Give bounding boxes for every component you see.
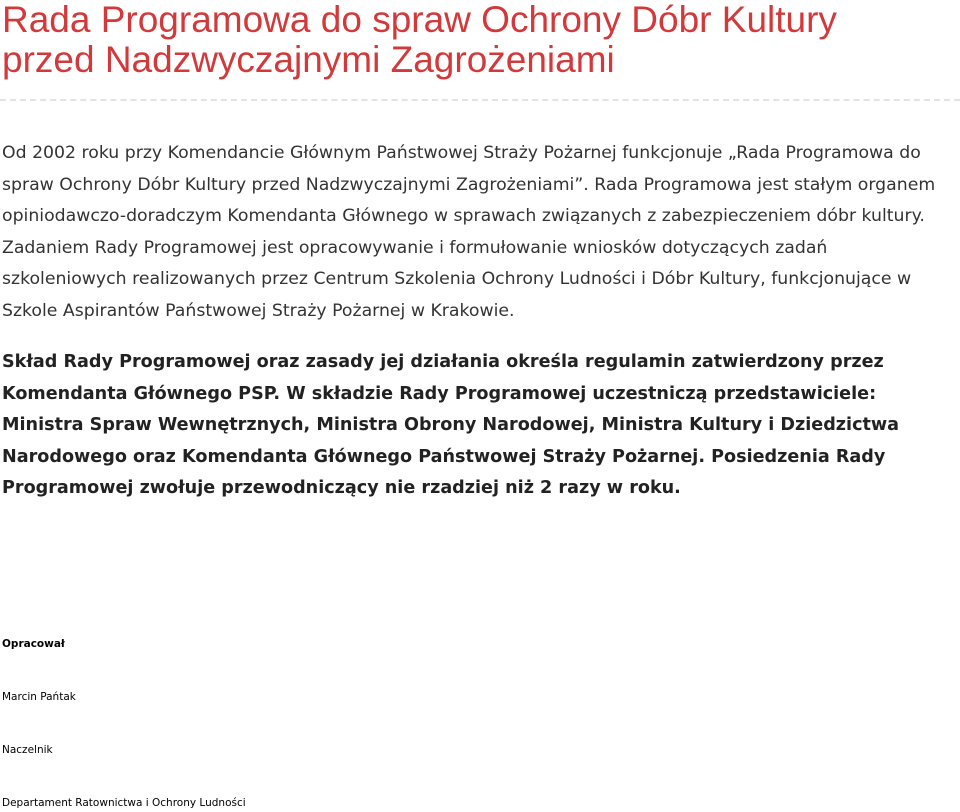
intro-paragraph: Od 2002 roku przy Komendancie Głównym Państwowej Straży Pożarnej funkcjonuje „Rada Programowa do spraw Ochrony Dóbr Kultury przed Nadzwyczajnymi Zagrożeniami”. Rada Programowa jest stałym organem opiniodawczo-doradczym Komendanta Głównego w sprawach związanych z zabezpieczeniem dóbr kultury. Zadaniem Rady Programowej jest opracowywanie i formułowanie wniosków dotyczących zadań szkoleniowych realizowanych przez Centrum Szkolenia Ochrony Ludności i Dóbr Kultury, funkcjonujące w Szkole Aspirantów Państwowej Straży Pożarnej w Krakowie.: [2, 143, 936, 321]
title-divider: [0, 99, 960, 101]
page-title-line-1: Rada Programowa do spraw Ochrony Dóbr Kultury: [2, 0, 837, 40]
prepared-by-label: Opracował: [2, 638, 65, 650]
author-name: Marcin Pańtak: [2, 691, 76, 703]
composition-paragraph: Skład Rady Programowej oraz zasady jej działania określa regulamin zatwierdzony przez Komendanta Głównego PSP. W składzie Rady Programowej uczestniczą przedstawiciele: Ministra Spraw Wewnętrznych, Ministra Obrony Narodowej, Ministra Kultury i Dziedzictwa Narodowego oraz Komendanta Głównego Państwowej Straży Pożarnej. Posiedzenia Rady Programowej zwołuje przewodniczący nie rzadziej niż 2 razy w roku.: [2, 352, 900, 498]
author-department: Departament Ratownictwa i Ochrony Ludności: [2, 797, 246, 809]
author-role: Naczelnik: [2, 744, 53, 756]
page-title-line-2: przed Nadzwyczajnymi Zagrożeniami: [2, 39, 615, 80]
page-title: [2, 0, 952, 80]
